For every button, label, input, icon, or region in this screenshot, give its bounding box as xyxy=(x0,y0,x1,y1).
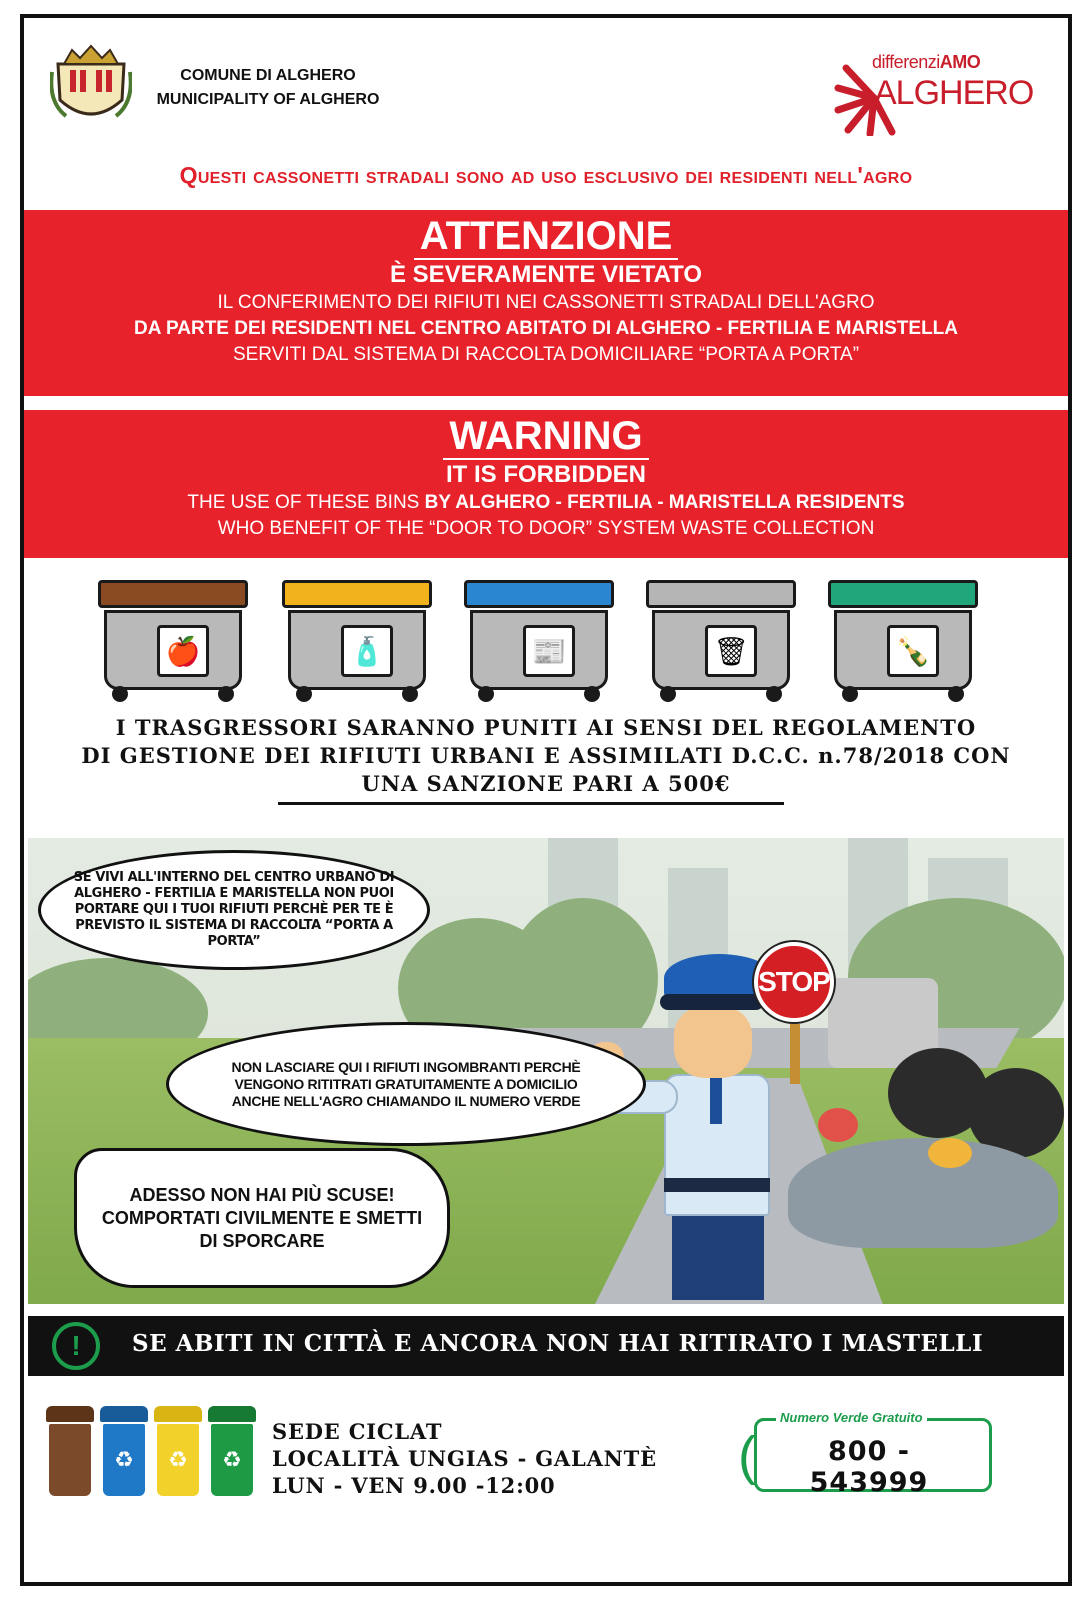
wheel-icon xyxy=(218,686,234,702)
street-bins-row xyxy=(98,576,998,706)
officer-tie xyxy=(710,1078,722,1124)
recycle-icon: ♻ xyxy=(211,1424,253,1496)
sede-name: SEDE CICLAT xyxy=(272,1419,443,1444)
heading-warning: WARNING xyxy=(443,414,648,460)
english-warning-band xyxy=(24,410,1068,558)
plastic-metal-icon: 🧴 xyxy=(341,625,393,677)
logo-alghero: ALGHERO xyxy=(874,74,1034,112)
italian-line-1: IL CONFERIMENTO DEI RIFIUTI NEI CASSONETTI STRADALI DELL'AGRO xyxy=(217,292,875,313)
glass-icon: 🍾 xyxy=(887,625,939,677)
wheel-icon xyxy=(660,686,676,702)
sanction-notice xyxy=(24,714,1068,798)
officer-belt xyxy=(664,1178,770,1192)
mastello-lid xyxy=(208,1406,256,1422)
bin-lid xyxy=(282,580,432,608)
info-bar-text: SE ABITI IN CITTÀ E ANCORA NON HAI RITIRATO I MASTELLI xyxy=(132,1330,984,1357)
stop-sign-icon: STOP xyxy=(754,942,834,1022)
speech-bubble-no-excuses: ADESSO NON HAI PIÙ SCUSE! COMPORTATI CIVILMENTE E SMETTI DI SPORCARE xyxy=(74,1148,450,1288)
toll-free-number[interactable]: 800 - 543999 xyxy=(809,1436,929,1498)
wheel-icon xyxy=(402,686,418,702)
italian-line-2: DA PARTE DEI RESIDENTI NEL CENTRO ABITATO DI ALGHERO - FERTILIA E MARISTELLA xyxy=(133,318,959,339)
paper-icon: 📰 xyxy=(523,625,575,677)
speech-bubble-urban-residents: SE VIVI ALL'INTERNO DEL CENTRO URBANO DI ALGHERO - FERTILIA E MARISTELLA NON PUOI PORTARE QUI I TUOI RIFIUTI PERCHÈ PER TE È PREVISTO IL SISTEMA DI RACCOLTA “PORTA A PORTA” xyxy=(38,850,430,970)
english-line-2: WHO BENEFIT OF THE “DOOR TO DOOR” SYSTEM WASTE COLLECTION xyxy=(217,518,875,539)
bin-organic xyxy=(98,576,248,706)
poster xyxy=(20,14,1072,1586)
sanction-line-2: DI GESTIONE DEI RIFIUTI URBANI E ASSIMILATI D.C.C. n.78/2018 CON xyxy=(81,743,1011,768)
pickup-location xyxy=(272,1418,657,1499)
speech-bubble-bulky-waste: NON LASCIARE QUI I RIFIUTI INGOMBRANTI PERCHÈ VENGONO RITITRATI GRATUITAMENTE A DOMICILIO ANCHE NELL'AGRO CHIAMANDO IL NUMERO VERDE xyxy=(166,1022,646,1146)
heading-attenzione: ATTENZIONE xyxy=(414,214,679,260)
sede-hours: LUN - VEN 9.00 -12:00 xyxy=(272,1473,556,1498)
bin-body xyxy=(104,610,242,690)
wheel-icon xyxy=(584,686,600,702)
bin-plastic-metal xyxy=(282,576,432,706)
municipality-name-it: COMUNE DI ALGHERO xyxy=(180,67,356,84)
organic-waste-icon: 🍎 xyxy=(157,625,209,677)
bin-lid xyxy=(98,580,248,608)
logo-differenziamo xyxy=(872,52,980,73)
mastello-paper-icon xyxy=(154,1406,202,1502)
sanction-line-3: UNA SANZIONE PARI A 500€ xyxy=(361,771,731,796)
bin-body xyxy=(834,610,972,690)
logo-differenziamo-light: differenzi xyxy=(872,52,940,72)
bin-glass xyxy=(828,576,978,706)
mastello-glass-icon xyxy=(208,1406,256,1502)
wheel-icon xyxy=(478,686,494,702)
english-line-1 xyxy=(24,490,1068,516)
municipality-name xyxy=(138,64,398,112)
alert-exclamation-icon: ! xyxy=(52,1322,100,1370)
stop-sign-pole xyxy=(790,1024,800,1084)
subheading-vietato: È SEVERAMENTE VIETATO xyxy=(389,261,703,288)
officer-face xyxy=(674,1006,752,1078)
subheading-forbidden: IT IS FORBIDDEN xyxy=(445,461,646,488)
alghero-crest-icon xyxy=(50,42,132,128)
mastello-plastic-icon xyxy=(100,1406,148,1502)
divider xyxy=(278,802,784,805)
mastello-lid xyxy=(46,1406,94,1422)
wheel-icon xyxy=(842,686,858,702)
trash-item xyxy=(818,1108,858,1142)
residual-waste-bag-icon: 🗑 xyxy=(705,625,757,677)
bin-lid xyxy=(646,580,796,608)
italian-line-3: SERVITI DAL SISTEMA DI RACCOLTA DOMICILIARE “PORTA A PORTA” xyxy=(232,344,860,365)
illustration-scene xyxy=(28,838,1064,1304)
mastello-body xyxy=(49,1424,91,1496)
sede-address: LOCALITÀ UNGIAS - GALANTÈ xyxy=(272,1446,657,1471)
bin-body xyxy=(652,610,790,690)
english-line-1-bold: BY ALGHERO - FERTILIA - MARISTELLA RESIDENTS xyxy=(424,492,905,513)
bin-paper xyxy=(464,576,614,706)
logo-differenziamo-bold: AMO xyxy=(939,52,981,72)
municipality-name-en: MUNICIPALITY OF ALGHERO xyxy=(156,91,380,108)
recycle-icon: ♻ xyxy=(103,1424,145,1496)
mastello-lid xyxy=(154,1406,202,1422)
mastello-organic-icon xyxy=(46,1406,94,1502)
english-line-1-normal: THE USE OF THESE BINS xyxy=(187,492,425,513)
sanction-line-1: I TRASGRESSORI SARANNO PUNITI AI SENSI DEL REGOLAMENTO xyxy=(115,715,977,740)
bin-residual xyxy=(646,576,796,706)
bin-lid xyxy=(828,580,978,608)
trash-item xyxy=(928,1138,972,1168)
bin-body xyxy=(470,610,608,690)
bin-body xyxy=(288,610,426,690)
trash-pile xyxy=(788,1138,1058,1248)
toll-free-label: Numero Verde Gratuito xyxy=(776,1410,927,1425)
phone-handset-icon: ( xyxy=(738,1426,756,1486)
bin-lid xyxy=(464,580,614,608)
wheel-icon xyxy=(296,686,312,702)
officer-visor xyxy=(660,994,764,1010)
italian-warning-band xyxy=(24,210,1068,396)
info-bar xyxy=(28,1316,1064,1376)
subtitle-residents-only: Questi cassonetti stradali sono ad uso esclusivo dei residenti nell'agro xyxy=(179,162,913,188)
recycle-icon: ♻ xyxy=(157,1424,199,1496)
wheel-icon xyxy=(948,686,964,702)
mastello-lid xyxy=(100,1406,148,1422)
wheel-icon xyxy=(112,686,128,702)
wheel-icon xyxy=(766,686,782,702)
